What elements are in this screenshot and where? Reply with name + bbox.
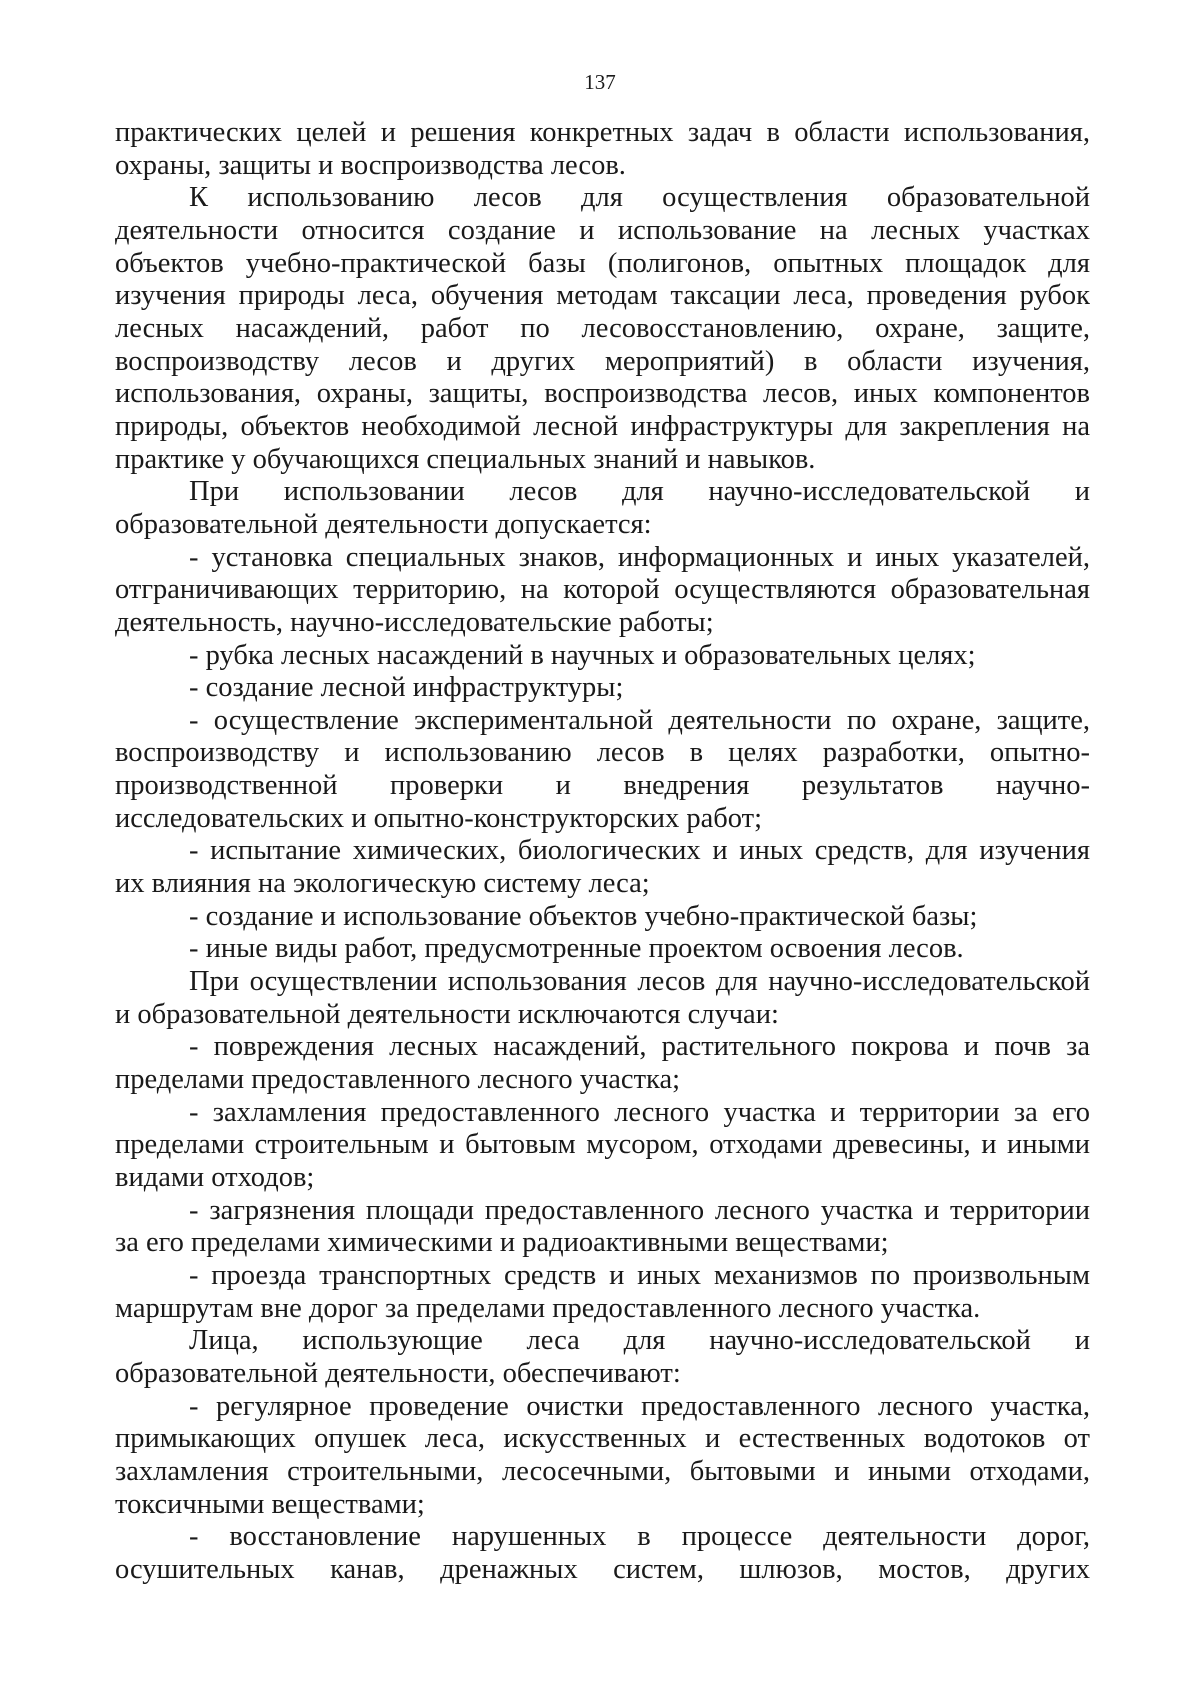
paragraph-educational-use: К использованию лесов для осуществления образовательной деятельности относится создание и использование на лесных участках объектов учебно-практической базы (полигонов, опытных площадок для изучения природы леса, обучения методам таксации леса, проведения рубок лесных насаждений, работ по лесовосстановлению, охране, защите, воспроизводству лесов и других мероприятий) в области изучения, использования, охраны, защиты, воспроизводства лесов, иных компонентов природы, объектов необходимой лесной инфраструктуры для закрепления на практике у обучающихся специальных знаний и навыков. bbox=[115, 182, 1090, 475]
paragraph-allowed-intro: При использовании лесов для научно-исследовательской и образовательной деятельности допускается: bbox=[115, 476, 1090, 540]
list-item-experimental: - осуществление экспериментальной деятельности по охране, защите, воспроизводству и использованию лесов в целях разработки, опытно-производственной проверки и внедрения результатов научно-исследовательских и опытно-конструкторских работ; bbox=[115, 704, 1090, 834]
list-item-vehicles: - проезда транспортных средств и иных механизмов по произвольным маршрутам вне дорог за пределами предоставленного лесного участка. bbox=[115, 1259, 1090, 1324]
page-number: 137 bbox=[584, 70, 616, 94]
paragraph-obligations-intro: Лица, использующие леса для научно-исследовательской и образовательной деятельности, обеспечивают: bbox=[115, 1325, 1090, 1389]
list-item-cleaning: - регулярное проведение очистки предоставленного лесного участка, примыкающих опушек леса, искусственных и естественных водотоков от захламления строительными, лесосечными, бытовыми и иными отходами, токсичными веществами; bbox=[115, 1390, 1090, 1520]
list-item-felling: - рубка лесных насаждений в научных и образовательных целях; bbox=[189, 639, 976, 671]
list-item-testing: - испытание химических, биологических и иных средств, для изучения их влияния на экологическую систему леса; bbox=[115, 835, 1090, 900]
list-item-other-works: - иные виды работ, предусмотренные проектом освоения лесов. bbox=[189, 933, 964, 965]
paragraph-continuation: практических целей и решения конкретных задач в области использования, охраны, защиты и воспроизводства лесов. bbox=[115, 117, 1090, 181]
list-item-pollution: - загрязнения площади предоставленного лесного участка и территории за его пределами химическими и радиоактивными веществами; bbox=[115, 1194, 1090, 1259]
list-item-training-base: - создание и использование объектов учебно-практической базы; bbox=[189, 900, 978, 932]
list-item-signs: - установка специальных знаков, информационных и иных указателей, отграничивающих территорию, на которой осуществляются образовательная деятельность, научно-исследовательские работы; bbox=[115, 541, 1090, 638]
paragraph-excluded-intro: При осуществлении использования лесов для научно-исследовательской и образовательной деятельности исключаются случаи: bbox=[115, 966, 1090, 1030]
list-item-infrastructure: - создание лесной инфраструктуры; bbox=[189, 672, 624, 704]
list-item-damage: - повреждения лесных насаждений, растительного покрова и почв за пределами предоставленного лесного участка; bbox=[115, 1031, 1090, 1096]
list-item-restoration: - восстановление нарушенных в процессе деятельности дорог, осушительных канав, дренажных систем, шлюзов, мостов, других bbox=[115, 1521, 1090, 1585]
list-item-littering: - захламления предоставленного лесного участка и территории за его пределами строительным и бытовым мусором, отходами древесины, и иными видами отходов; bbox=[115, 1096, 1090, 1193]
document-body bbox=[115, 117, 1090, 1587]
